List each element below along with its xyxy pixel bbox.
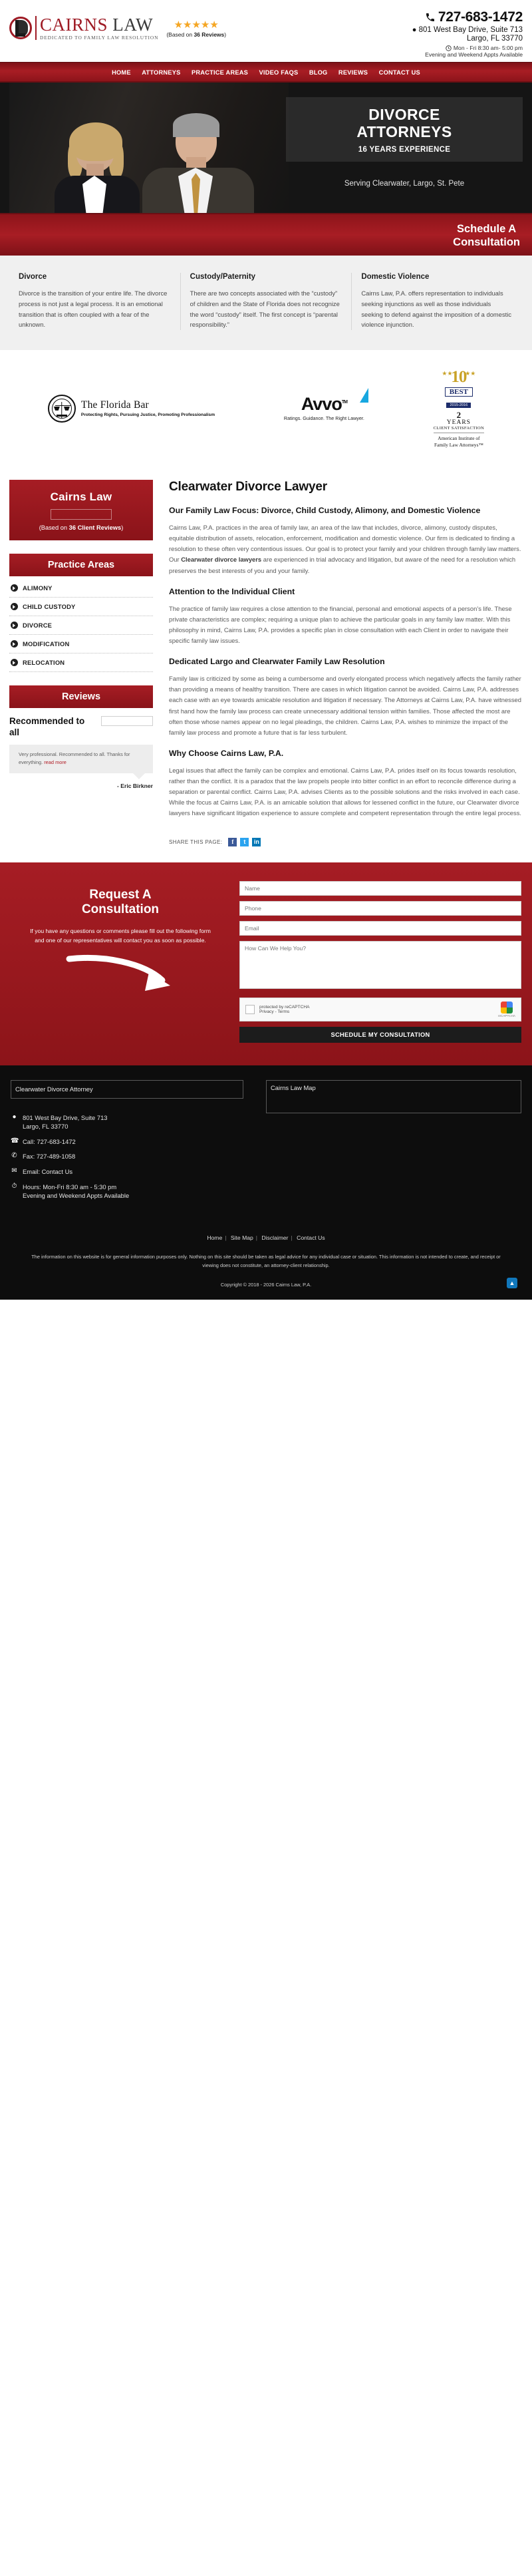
main-navigation (0, 62, 532, 83)
nav-item-blog[interactable]: BLOG (309, 69, 328, 76)
practice-summary-columns (0, 256, 532, 350)
nav-item-contact-us[interactable]: CONTACT US (378, 69, 420, 76)
clock-icon: ⏱ (11, 1182, 17, 1190)
star-rating-icon: ★★★★★ (174, 19, 219, 31)
paragraph-attention: The practice of family law requires a close attention to the financial, personal and emotional aspects of a person’s life. These private characteristics are complex; requiring a unique plan to achieve the particular goals in any family law matter. With this philosophy in mind, Cairns Law, P.A. provides a specific plan in close consultation with each Client in order to navigate their specific family law issues. (169, 604, 512, 645)
site-header (0, 0, 532, 62)
ten-years-word: YEARS (446, 419, 471, 427)
consultation-section (0, 862, 532, 1065)
accreditation-badges (0, 350, 532, 468)
badge-10-best (434, 369, 484, 448)
column-custody-paternity (180, 273, 352, 330)
rating-suffix: ) (224, 31, 227, 38)
sidebar-item-alimony[interactable] (9, 579, 153, 598)
column-divorce-heading: Divorce (19, 273, 47, 281)
heading-attention-individual-client: Attention to the Individual Client (169, 586, 295, 596)
nav-item-reviews[interactable]: REVIEWS (338, 69, 368, 76)
hero-text-area (286, 83, 523, 256)
footer-disclaimer: The information on this website is for general information purposes only. Nothing on this site should be taken as legal advice for any individual case or situation. This information is not intended to create, and receipt or viewing does not constitute, an attorney-client relationship. (31, 1253, 501, 1268)
hero-banner (0, 83, 532, 256)
sidebar-item-label: ALIMONY (23, 584, 53, 592)
footer-link-site-map[interactable]: Site Map (230, 1234, 253, 1241)
based-count: 36 Client Reviews (68, 524, 122, 532)
sidebar-item-label: RELOCATION (23, 659, 65, 667)
logo-name-primary: CAIRNS (40, 15, 108, 35)
schedule-consultation-label (453, 222, 520, 249)
heading-family-law-focus: Our Family Law Focus: Divorce, Child Custody, Alimony, and Domestic Violence (169, 506, 481, 516)
rating-count: 36 Reviews (194, 31, 225, 38)
main-content (162, 480, 523, 846)
review-read-more-link[interactable]: read more (44, 759, 66, 765)
practice-areas-heading: Practice Areas (9, 554, 153, 576)
scales-of-justice-seal-icon (48, 395, 76, 423)
footer-link-home[interactable]: Home (207, 1234, 223, 1241)
sidebar-item-label: CHILD CUSTODY (23, 603, 76, 611)
recaptcha-checkbox[interactable] (245, 1005, 255, 1014)
arrow-right-icon (11, 622, 18, 629)
recaptcha-label: protected by reCAPTCHA (259, 1004, 310, 1010)
footer-copyright-row (11, 1282, 521, 1293)
footer-address-line1: 801 West Bay Drive, Suite 713 (23, 1113, 108, 1121)
paragraph-family-law-focus (169, 522, 523, 576)
arrow-right-icon (11, 640, 18, 647)
focus-text-a: Cairns Law, P.A. practices in the area of family law, an area of the law that includes, divorce, alimony, custody disputes, equitable distribution of assets, relocation, enforcement, modification and domestic violence. Our firm is dedicated to finding a resolution to these often very contentious issues. Our goal is to protect your family and your children through family law matters. Our (169, 523, 521, 564)
hero-overlay (286, 97, 523, 162)
column-domestic-violence (351, 273, 523, 330)
location-pin-icon: ● (12, 1113, 17, 1121)
footer-link-separator: | (225, 1234, 227, 1241)
ten-org-line2: Family Law Attorneys™ (434, 441, 483, 448)
share-row (169, 834, 523, 846)
footer-fax (11, 1152, 243, 1161)
footer-link-separator: | (291, 1234, 293, 1241)
review-body (9, 745, 153, 773)
based-prefix: (Based on (39, 524, 69, 532)
paragraph-why-choose: Legal issues that affect the family can be complex and emotional. Cairns Law, P.A. prides itself on its focus towards resolution, rather than the conflict. It is a paradox that the law propels people into bitter conflict in an effort to reconcile difference during a separation or parental conflict. Cairns Law, P.A. advises Clients as to the possible solutions and the risks involved in each case. While the focus at Cairns Law, P.A. is an amicable solution that allows for lessened conflict in the future, our Clearwater divorce lawyers have significant litigation experience to assure complete and competent representation through the entire legal process. (169, 766, 521, 817)
sidebar-based-on (16, 524, 146, 531)
badge-avvo (284, 395, 364, 421)
footer-columns (11, 1080, 521, 1206)
footer-links (11, 1234, 521, 1241)
gold-star-right-icon: ★★ (465, 370, 476, 377)
page-body (0, 468, 532, 862)
hero-subtitle: 16 YEARS EXPERIENCE (358, 145, 451, 154)
arrow-right-icon (11, 584, 18, 592)
share-label: SHARE THIS PAGE: (169, 838, 223, 845)
linkedin-icon[interactable]: in (252, 838, 261, 846)
sidebar-item-modification[interactable] (9, 635, 153, 653)
consultation-heading (11, 888, 230, 918)
ten-number: 10 (451, 368, 467, 387)
envelope-icon: ✉ (11, 1167, 17, 1175)
footer-box-attorney-title: Clearwater Divorce Attorney (11, 1080, 243, 1099)
avvo-wordmark (284, 395, 364, 413)
footer-link-contact-us[interactable]: Contact Us (297, 1234, 325, 1241)
header-contact (412, 7, 523, 58)
consultation-heading-line2: Consultation (81, 902, 160, 917)
name-field[interactable] (239, 881, 521, 896)
paragraph-dedicated: Family law is criticized by some as being a cumbersome and overly elongated process which negatively affects the family rather than providing a means of healthy transition. There are cases in which litigation cannot be avoided. Cairns Law, P.A. addresses each case with an eye towards amicable resolution and litigation if necessary. The Attorneys at Cairns Law, P.A. have witnessed first hand how the family law process can create unnecessary additional tension within families. Those affected the most are often those whose names appear on no legal pleadings, the children. Cairns Law, P.A. wishes to minimize the impact of the family law process and promote a future that is far less turbulent. (169, 674, 521, 736)
sidebar (9, 480, 162, 846)
footer-hours-text (23, 1183, 129, 1200)
ten-client-satisfaction: CLIENT SATISFACTION (433, 426, 485, 431)
badge-florida-bar (48, 395, 215, 423)
footer-address-text (23, 1113, 108, 1131)
cta-line1: Schedule A (456, 223, 517, 235)
footer-hours-line1: Hours: Mon-Fri 8:30 am - 5:30 pm (23, 1183, 117, 1191)
footer-address (11, 1113, 243, 1131)
nav-item-attorneys[interactable]: ATTORNEYS (142, 69, 181, 76)
recaptcha-widget[interactable] (239, 998, 521, 1021)
clock-icon (446, 45, 452, 51)
cta-line2: Consultation (453, 236, 520, 249)
consultation-blurb: If you have any questions or comments please fill out the following form and one of our representatives will contact you as soon as possible. (30, 928, 211, 944)
nav-item-practice-areas[interactable]: PRACTICE AREAS (191, 69, 249, 76)
scroll-to-top-icon[interactable]: ▲ (507, 1278, 517, 1288)
logo-wordmark (40, 16, 158, 40)
header-address-line2: Largo, FL 33770 (467, 35, 523, 43)
column-divorce (9, 273, 180, 330)
firm-rating-panel (9, 480, 153, 540)
column-domestic-violence-text: Cairns Law, P.A. offers representation to individuals seeking injunctions as well as those individuals seeking to defend against the imposition of a domestic violence injunction. (361, 289, 512, 329)
recaptcha-mark-icon (501, 1002, 513, 1013)
reviews-heading: Reviews (9, 685, 153, 708)
footer-call[interactable] (11, 1137, 243, 1147)
sidebar-item-label: MODIFICATION (23, 640, 70, 648)
column-custody-text: There are two concepts associated with the “custody” of children and the State of Florida does not recognize the word “custody” itself. The first concept is “parental responsibility.” (190, 289, 340, 329)
header-phone-number: 727-683-1472 (438, 9, 523, 25)
fax-icon: ✆ (11, 1152, 17, 1160)
footer-contact-info (11, 1113, 243, 1200)
heading-dedicated-resolution: Dedicated Largo and Clearwater Family Law Resolution (169, 657, 385, 667)
curved-arrow-icon (64, 954, 177, 995)
recaptcha-text (259, 1005, 493, 1014)
avvo-name: Avvo (301, 394, 342, 415)
ten-org-line1: American Institute of (438, 435, 480, 442)
submit-consultation-button[interactable]: SCHEDULE MY CONSULTATION (239, 1027, 521, 1043)
sidebar-item-divorce[interactable] (9, 616, 153, 635)
consultation-form (239, 881, 521, 1043)
review-text: Very professional. Recommended to all. Thanks for everything. (19, 751, 130, 765)
site-footer (0, 1065, 532, 1300)
footer-copyright: Copyright © 2018 - 2026 Cairns Law, P.A. (220, 1282, 312, 1288)
logo-name-secondary: LAW (112, 15, 154, 35)
column-custody-heading: Custody/Paternity (190, 273, 256, 281)
avvo-arrow-icon (360, 388, 368, 403)
footer-link-separator: | (255, 1234, 258, 1241)
location-pin-icon: ● (412, 26, 417, 34)
footer-link-disclaimer[interactable]: Disclaimer (261, 1234, 289, 1241)
footer-hours (11, 1183, 243, 1200)
footer-address-line2: Largo, FL 33770 (23, 1123, 68, 1131)
header-hours (412, 45, 523, 51)
hero-title-line1: DIVORCE (368, 106, 440, 123)
arrow-right-icon (11, 603, 18, 610)
page-title: Clearwater Divorce Lawyer (169, 480, 327, 494)
brand-block[interactable] (9, 7, 226, 40)
sidebar-item-child-custody[interactable] (9, 598, 153, 616)
nav-item-video-faqs[interactable]: VIDEO FAQS (259, 69, 299, 76)
recaptcha-links[interactable]: Privacy - Terms (259, 1009, 290, 1014)
florida-bar-title: The Florida Bar (80, 399, 149, 411)
sidebar-item-relocation[interactable] (9, 653, 153, 672)
email-field[interactable] (239, 921, 521, 936)
consultation-heading-line1: Request A (89, 887, 152, 902)
header-appts: Evening and Weekend Appts Available (425, 51, 523, 58)
florida-bar-tagline: Protecting Rights, Pursuing Justice, Promoting Professionalism (80, 413, 215, 418)
twitter-icon[interactable]: t (240, 838, 249, 846)
recaptcha-brand: reCAPTCHA (497, 1013, 515, 1017)
footer-column-map (266, 1080, 521, 1206)
sidebar-rating-widget[interactable] (51, 509, 112, 520)
footer-call-text: Call: 727-683-1472 (23, 1137, 76, 1145)
gold-star-left-icon: ★★ (442, 370, 453, 377)
header-phone[interactable] (412, 9, 523, 25)
header-hours-text: Mon - Fri 8:30 am- 5:00 pm (453, 45, 523, 51)
footer-email[interactable] (11, 1167, 243, 1177)
rating-prefix: (Based on (166, 31, 194, 38)
review-title: Recommended to all (9, 716, 85, 738)
hero-serving-text: Serving Clearwater, Largo, St. Pete (344, 180, 465, 188)
focus-text-b: are experienced in trial advocacy and litigation, but aware of the need for a resolution which preserves the best interests of you and your family. (169, 556, 516, 574)
schedule-consultation-bar[interactable] (0, 213, 532, 256)
consultation-intro (11, 881, 230, 1043)
logo-divider (35, 16, 37, 40)
message-field[interactable] (239, 941, 521, 989)
sidebar-firm-name: Cairns Law (50, 490, 112, 504)
ten-years-range: 2015-2016 (446, 403, 471, 408)
footer-fax-text: Fax: 727-489-1058 (23, 1153, 76, 1161)
nav-item-home[interactable]: HOME (112, 69, 131, 76)
footer-box-map-title: Cairns Law Map (266, 1080, 521, 1113)
header-rating (166, 19, 226, 38)
facebook-icon[interactable]: f (228, 838, 237, 846)
phone-icon (425, 12, 436, 23)
phone-field[interactable] (239, 901, 521, 916)
cairns-law-logo-icon (9, 17, 32, 39)
column-domestic-violence-heading: Domestic Violence (361, 273, 430, 281)
practice-areas-list (9, 579, 153, 672)
based-suffix: ) (121, 524, 124, 532)
arrow-right-icon (11, 659, 18, 666)
heading-why-choose: Why Choose Cairns Law, P.A. (169, 749, 284, 759)
footer-email-text: Email: Contact Us (23, 1168, 73, 1176)
sidebar-item-label: DIVORCE (23, 622, 53, 630)
ten-count: 2 (456, 410, 462, 421)
header-address-line1 (412, 26, 523, 34)
footer-column-contact (11, 1080, 243, 1206)
column-divorce-text: Divorce is the transition of your entire life. The divorce process is not just a legal process. It is an emotional transition that is often coupled with a fear of the unknown. (19, 289, 168, 329)
logo-tagline: DEDICATED TO FAMILY LAW RESOLUTION (40, 35, 159, 41)
avvo-tagline: Ratings. Guidance. The Right Lawyer. (283, 415, 364, 422)
rating-caption (166, 31, 226, 38)
hero-title-line2: ATTORNEYS (356, 122, 452, 140)
focus-text-bold: Clearwater divorce lawyers (181, 556, 262, 564)
phone-icon: ☎ (11, 1137, 19, 1145)
review-author: - Eric Birkner (117, 783, 153, 790)
avvo-tm: TM (341, 400, 347, 405)
ten-best-label: BEST (445, 387, 473, 397)
recaptcha-logo (498, 1002, 515, 1017)
header-address-text1: 801 West Bay Drive, Suite 713 (418, 26, 523, 34)
review-stars-widget[interactable] (101, 716, 153, 726)
footer-hours-line2: Evening and Weekend Appts Available (23, 1192, 130, 1200)
